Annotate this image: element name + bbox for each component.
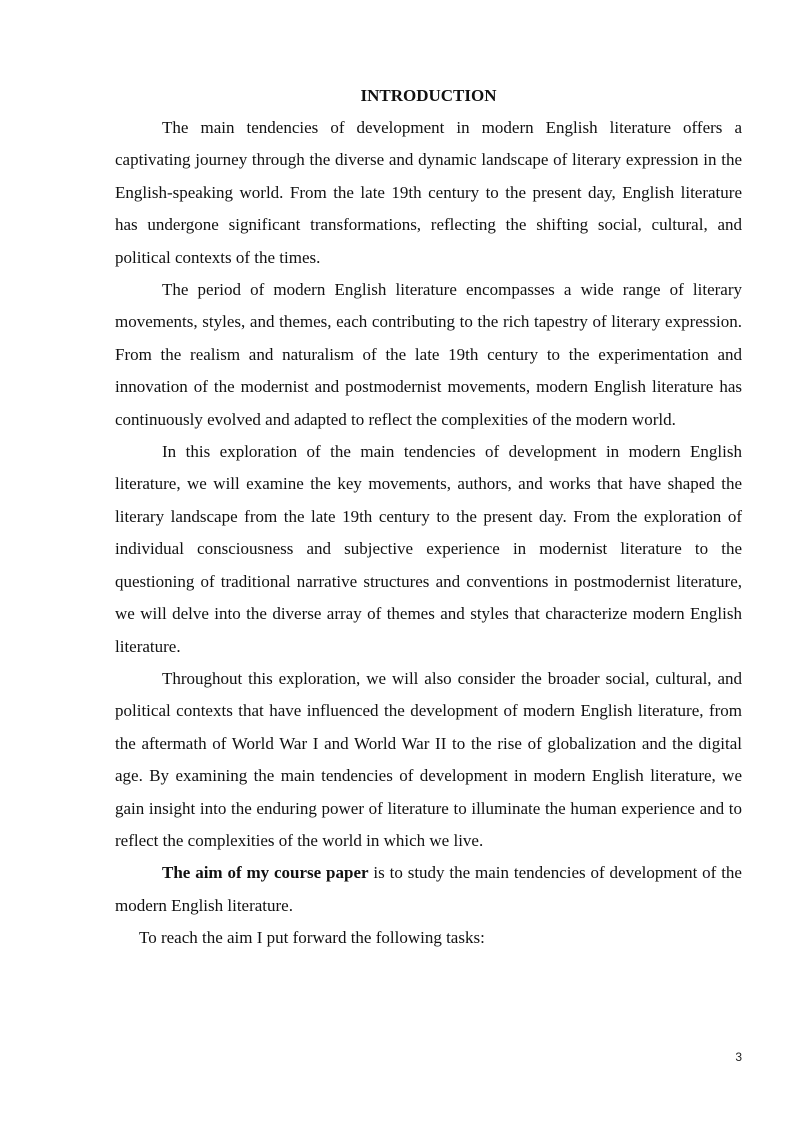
- aim-bold-lead: The aim of my course paper: [162, 863, 369, 883]
- paragraph-4: Throughout this exploration, we will also consider the broader social, cultural, and political contexts that have influenced the development of modern English literature, from the aftermath of World War I and World War II to the rise of globalization and the digital age. By examining the main tendencies of development in modern English literature, we gain insight into the enduring power of literature to illuminate the human experience and to reflect the complexities of the world in which we live.: [115, 668, 742, 850]
- paragraph-3: In this exploration of the main tendencies of development in modern English literature, we will examine the key movements, authors, and works that have shaped the literary landscape from the late 19th century to the present day. From the exploration of individual consciousness and subjective experience in modernist literature to the questioning of traditional narrative structures and conventions in postmodernist literature, we will delve into the diverse array of themes and styles that characterize modern English literature.: [115, 442, 742, 656]
- page-number: 3: [735, 1050, 742, 1064]
- paragraph-1: The main tendencies of development in modern English literature offers a captivating journey through the diverse and dynamic landscape of literary expression in the English-speaking world. From the late 19th century to the present day, English literature has undergone significant transformations, reflecting the shifting social, cultural, and political contexts of the times.: [115, 118, 742, 267]
- aim-text: is to study the main tendencies of development of the modern English literature.: [115, 863, 742, 915]
- aim-paragraph: [115, 857, 742, 922]
- tasks-intro: To reach the aim I put forward the following tasks:: [139, 928, 485, 948]
- section-heading: INTRODUCTION: [360, 86, 497, 105]
- paragraph-2: The period of modern English literature encompasses a wide range of literary movements, styles, and themes, each contributing to the rich tapestry of literary expression. From the realism and naturalism of the late 19th century to the experimentation and innovation of the modernist and postmodernist movements, modern English literature has continuously evolved and adapted to reflect the complexities of the modern world.: [115, 280, 742, 429]
- page-content: [115, 84, 742, 955]
